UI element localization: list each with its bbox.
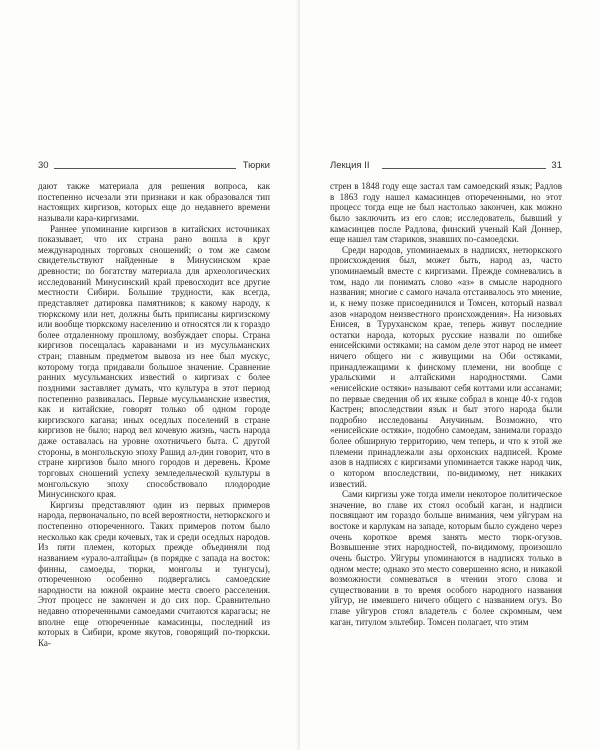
header-rule <box>382 168 546 169</box>
right-page <box>300 0 600 750</box>
paragraph: Раннее упоминание киргизов в китайских источниках показывает, что их страна рано вошла в круг международных торговых сношений; о том же самом свидетельствуют найденные в Минусинском крае древности; по богатству материала для археологических исследований Минусинский край превосходит все другие местности Сибири. Большие трудности, как всегда, представляет датировка памятников; к какому народу, к тюркскому или нет, должны быть приписаны киргизскому или вообще тюркскому населению и относятся ли к гораздо более отдаленному прошлому, возбуждает споры. Страна киргизов посещалась караванами и из мусульманских стран; главным предметом вывоза из нее был мускус, которому тогда придавали большое значение. Сравнение ранних мусульманских известий о киргизах с более поздними заставляет думать, что культура в этот период постепенно развивалась. Первые мусульманские известия, как и китайские, говорят только об одном городе киргизского кагана; иных оседлых поселений в стране киргизов не было; народ вел кочевую жизнь, часть народа даже оставалась на уровне охотничьего быта. С другой стороны, в монгольскую эпоху Рашид ал-дин говорит, что в стране киргизов было много городов и деревень. Кроме торговых сношений успеху земледельческой культуры в монгольскую эпоху способствовало плодородие Минусинского края. <box>38 223 270 500</box>
paragraph: стрен в 1848 году еще застал там самоедский язык; Радлов в 1863 году нашел камасинцев отюреченными, но этот процесс тогда еще не был настолько закончен, как можно было заключить из его слов; исследователь, бывший у камасинцев после Радлова, финский ученый Кай Доннер, еще нашел там стариков, знавших по-самоедски. <box>330 181 562 245</box>
left-page-header <box>38 160 270 174</box>
right-page-header <box>330 160 562 174</box>
right-page-body <box>330 181 562 627</box>
paragraph: Сами киргизы уже тогда имели некоторое политическое значение, во главе их стоял особый каган, и надписи посвящают им гораздо больше внимания, чем уйгурам на востоке и карлукам на западе, которым было суждено через очень короткое время занять место тюрк-огузов. Возвышение этих народностей, по-видимому, произошло очень быстро. Уйгуры упоминаются в надписях только в одном месте; однако это место совершенно ясно, и никакой возможности сомневаться в чтении этого слова и существовании в то время особого народного названия уйгур, не имевшего ничего общего с названием огуз. Во главе уйгуров стоял владетель с более скромным, чем каган, титулом эльтебир. Томсен полагает, что этим <box>330 489 562 627</box>
running-head: Тюрки <box>242 160 270 171</box>
left-page-body <box>38 181 270 649</box>
paragraph: Киргизы представляют один из первых примеров народа, первоначально, по всей вероятности, нетюркского и постепенно отюреченного. Таких примеров потом было несколько как среди кочевых, так и среди оседлых народов. Из пяти племен, которых прежде объединяли под названием «урало-алтайцы» (в порядке с запада на восток: финны, самоеды, тюрки, монголы и тунгусы), отюреченною особенно подвергались самоедские народности на южной окраине места своего расселения. Этот процесс не закончен и до сих пор. Сравнительно недавно отюреченными самоедами считаются карагасы; не вполне еще отюреченные камасинцы, последний из которых в Сибири, кроме якутов, говорящий по-тюркски. Ка- <box>38 499 270 648</box>
running-head: Лекция II <box>330 160 370 171</box>
header-rule <box>54 168 236 169</box>
paragraph: дают также материала для решения вопроса, как постепенно исчезали эти признаки и как образовался тип настоящих киргизов, которых еще до недавнего времени называли кара-киргизами. <box>38 181 270 223</box>
page-number: 31 <box>551 160 562 171</box>
paragraph: Среди народов, упоминаемых в надписях, нетюркского происхождения был, может быть, народ аз, часто упоминаемый вместе с киргизами. Прежде сомневались в том, надо ли понимать слово «аз» в смысле народного названия; многие с самого начала отстаивалось это мнение, и, к нему позже присоединился и Томсен, который назвал азов «народом неизвестного происхождения». На низовьях Енисея, в Туруханском крае, теперь живут последние остатки народа, которых русские назвали по ошибке енисейскими остяками; на самом деле этот народ не имеет ничего общего ни с живущими на Оби остяками, принадлежащими к финскому племени, ни вообще с уральскими и алтайскими народностями. Сами «енисейские остяки» называют себя коттами или ассанами; по первые сведения об их языке собрал в конце 40-х годов Кастрен; впоследствии язык и быт этого народа были подробно исследованы Анучиным. Возможно, что «енисейские остяки», подобно самоедам, занимали гораздо более обширную территорию, чем теперь, и что к этой же племени принадлежали азы орхонских надписей. Кроме азов в надписях с киргизами упоминается также народ чик, о котором впоследствии, по-видимому, нет никаких известий. <box>330 244 562 489</box>
page-number: 30 <box>38 160 49 171</box>
